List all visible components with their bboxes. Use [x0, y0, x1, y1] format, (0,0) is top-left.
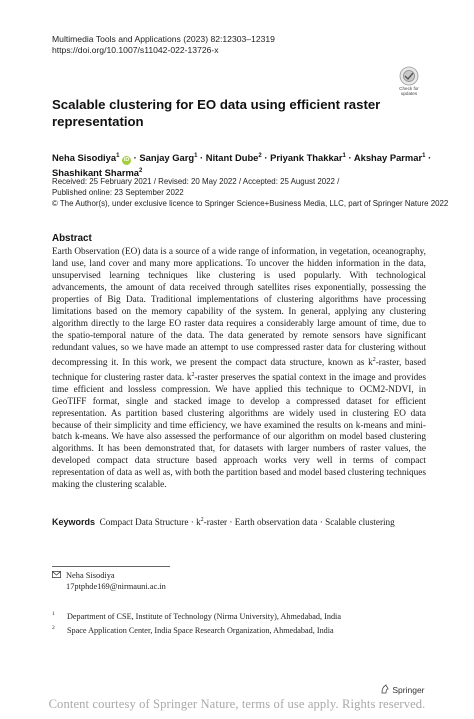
keywords-line: Keywords Compact Data Structure · $k^2$-raster · Earth observation data · Scalable clustering — [52, 517, 395, 528]
abstract-text: Earth Observation (EO) data is a source of a wide range of information, in vegetation, oceanography, land use, land cover and many more applications. To uncover the hidden information in the data, unsupervised learning techniques like clustering is used popularly. With technological advancements, the amount of data received through satellites rises exponentially, possessing the properties of Big Data. Traditional implementations of clustering algorithms have processing limitations based on the memory capability of the system. In general, applying any clustering algorithm directly to the large EO raster data requires a considerably large amount of time, due to the spatio-temporal nature of the data. The data generated by remote sensors have significant redundant values, so we have made an attempt to use compressed raster data for clustering without decompressing it. In this work, we present the compact data structure, known as $k^2$-raster, based technique for clustering raster data. $k^2$-raster preserves the spatial context in the image and provides time efficient and lossless compression. We have applied this technique to OCM2-NDVI, in GeoTIFF format, single and stacked image to develop a compressed dataset for efficient representation. As partition based clustering algorithms are widely used in clustering EO data because of their simplicity and time efficiency, we have examined the results on k-means and mini-batch k-means. We have also assessed the performance of our algorithm on model based clustering algorithms. It has been demonstrated that, for datasets with larger numbers of raster values, the developed compact data structure based approach works very well in terms of compact representation of data as well as, with both the partition based and model based clustering techniques making the clustering scalable. — [52, 247, 427, 491]
history-dates: Received: 25 February 2021 / Revised: 20 May 2022 / Accepted: 25 August 2022 / — [52, 177, 340, 186]
springer-horse-icon — [380, 684, 390, 694]
copyright-notice: © The Author(s), under exclusive licence to Springer Science+Business Media, LLC, part of Springer Nature 2022 — [52, 199, 449, 208]
keyword: $k^2$-raster — [196, 517, 228, 528]
doi-link[interactable]: https://doi.org/10.1007/s11042-022-13726-x — [52, 45, 219, 55]
footnote-divider — [52, 566, 170, 567]
affiliation-mark: 1 — [194, 153, 198, 159]
orcid-icon[interactable]: iD — [123, 157, 130, 164]
author-name: Shashikant Sharma — [52, 167, 140, 179]
author-name: Akshay Parmar — [353, 152, 423, 164]
keyword: Compact Data Structure — [99, 517, 189, 528]
corresponding-email[interactable]: 17ptphde169@nirmauni.ac.in — [66, 582, 166, 591]
keyword: Earth observation data — [234, 517, 318, 528]
journal-citation: Multimedia Tools and Applications (2023) 82:12303–12319 — [52, 34, 275, 44]
affiliation-mark: 2 — [258, 153, 262, 159]
affiliation-mark: 1 — [342, 153, 346, 159]
keyword: Scalable clustering — [325, 517, 395, 528]
affiliation-mark: 2 — [139, 168, 143, 175]
abstract-heading: Abstract — [52, 233, 92, 244]
affiliation-1: $^1$ Department of CSE, Institute of Technology (Nirma University), Ahmedabad, India — [52, 611, 341, 621]
published-date: Published online: 23 September 2022 — [52, 188, 184, 197]
check-updates-icon — [392, 66, 426, 88]
check-updates-label: Check for updates — [399, 86, 419, 96]
author-name: Neha Sisodiya — [52, 152, 117, 164]
affiliation-mark: 1 — [422, 153, 426, 159]
publisher-name: Springer — [392, 685, 425, 695]
corresponding-name: Neha Sisodiya — [66, 571, 115, 580]
affiliation-2: $^2$ Space Application Center, India Space Research Organization, Ahmedabad, India — [52, 625, 334, 635]
courtesy-watermark: Content courtesy of Springer Nature, terms of use apply. Rights reserved. — [48, 697, 426, 711]
author-name: Sanjay Garg — [139, 152, 195, 164]
author-list: Neha Sisodiya$^1$ iD · Sanjay Garg$^1$ · Nitant Dube$^2$ · Priyank Thakkar$^1$ · Akshay Parmar$^1$ · Shashikant Sharma$^2$ — [52, 152, 432, 179]
affiliation-mark: 1 — [116, 153, 120, 159]
envelope-icon — [52, 570, 61, 581]
author-name: Nitant Dube — [205, 152, 259, 164]
check-for-updates-badge[interactable] — [392, 66, 426, 100]
corresponding-author — [52, 570, 166, 592]
publisher-logo — [380, 684, 425, 695]
author-name: Priyank Thakkar — [270, 152, 343, 164]
keywords-label: Keywords — [52, 517, 96, 528]
paper-title: Scalable clustering for EO data using efficient raster representation — [52, 97, 381, 129]
